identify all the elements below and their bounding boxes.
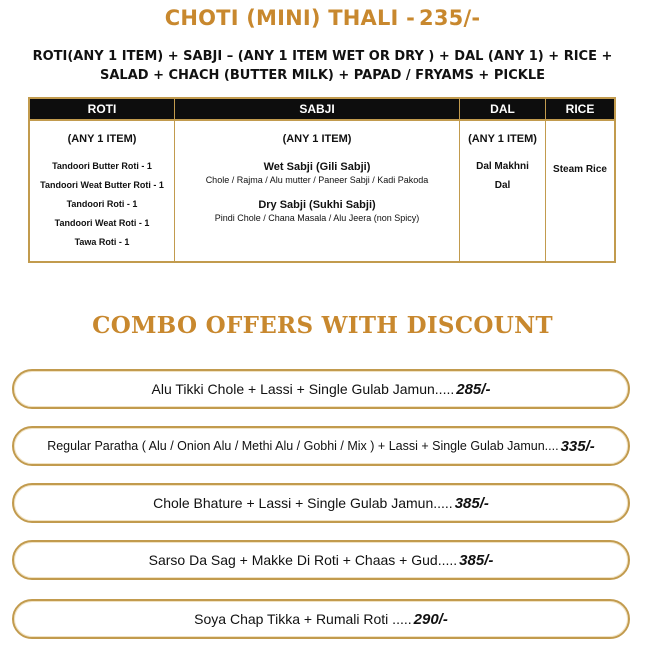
thali-menu-table (28, 97, 616, 263)
combo-offer-price: 285/- (456, 380, 491, 398)
combo-offer-text: Chole Bhature + Lassi + Single Gulab Jamun..... (153, 495, 453, 511)
thali-title-text: CHOTI (MINI) THALI - (164, 6, 416, 30)
rice-column (546, 99, 614, 261)
dal-any-label: (ANY 1 ITEM) (468, 133, 537, 145)
dal-column (460, 99, 546, 261)
combo-offer-item (12, 599, 630, 639)
combo-offer-text: Soya Chap Tikka + Rumali Roti ..... (194, 611, 412, 627)
rice-item: Steam Rice (553, 164, 607, 175)
thali-description-line: SALAD + CHACH (BUTTER MILK) + PAPAD / FRYAMS + PICKLE (100, 68, 545, 83)
list-item: Dal (494, 180, 511, 191)
combo-offer-text: Sarso Da Sag + Makke Di Roti + Chaas + Gud..... (148, 552, 458, 568)
dal-list (460, 157, 545, 195)
sabji-any-label: (ANY 1 ITEM) (282, 133, 352, 145)
combo-offer-price: 335/- (560, 437, 595, 455)
sabji-column (175, 99, 460, 261)
combo-offer-price: 290/- (413, 610, 448, 628)
combo-offer-item (12, 426, 630, 466)
thali-price: 235/- (419, 6, 481, 30)
wet-sabji-title: Wet Sabji (Gili Sabji) (263, 161, 371, 173)
roti-header: ROTI (30, 99, 174, 121)
combo-offer-text: Alu Tikki Chole + Lassi + Single Gulab Jamun..... (151, 381, 455, 397)
dal-header: DAL (460, 99, 545, 121)
thali-description (10, 47, 635, 85)
combo-offer-text: Regular Paratha ( Alu / Onion Alu / Methi Alu / Gobhi / Mix ) + Lassi + Single Gulab Jamun.... (47, 439, 559, 453)
thali-description-line: ROTI(ANY 1 ITEM) + SABJI – (ANY 1 ITEM WET OR DRY ) + DAL (ANY 1) + RICE + (32, 49, 613, 64)
list-item: Dal Makhni (476, 161, 529, 172)
list-item: Tandoori Weat Butter Roti - 1 (40, 180, 164, 190)
combo-offer-item (12, 483, 630, 523)
combo-offer-item (12, 540, 630, 580)
combo-offer-price: 385/- (454, 494, 489, 512)
wet-sabji-items: Chole / Rajma / Alu mutter / Paneer Sabji / Kadi Pakoda (205, 175, 429, 185)
rice-header: RICE (546, 99, 614, 121)
combo-offer-item (12, 369, 630, 409)
roti-any-label: (ANY 1 ITEM) (67, 133, 137, 145)
dry-sabji-items: Pindi Chole / Chana Masala / Alu Jeera (non Spicy) (214, 213, 420, 223)
roti-column (30, 99, 175, 261)
list-item: Tawa Roti - 1 (74, 237, 130, 247)
combo-offers-title: COMBO OFFERS WITH DISCOUNT (92, 312, 553, 339)
combo-offer-price: 385/- (459, 551, 494, 569)
thali-title (0, 6, 645, 30)
list-item: Tandoori Roti - 1 (66, 199, 138, 209)
sabji-header: SABJI (175, 99, 459, 121)
dry-sabji-title: Dry Sabji (Sukhi Sabji) (258, 199, 376, 211)
list-item: Tandoori Butter Roti - 1 (52, 161, 152, 171)
roti-list (30, 157, 174, 252)
list-item: Tandoori Weat Roti - 1 (54, 218, 150, 228)
